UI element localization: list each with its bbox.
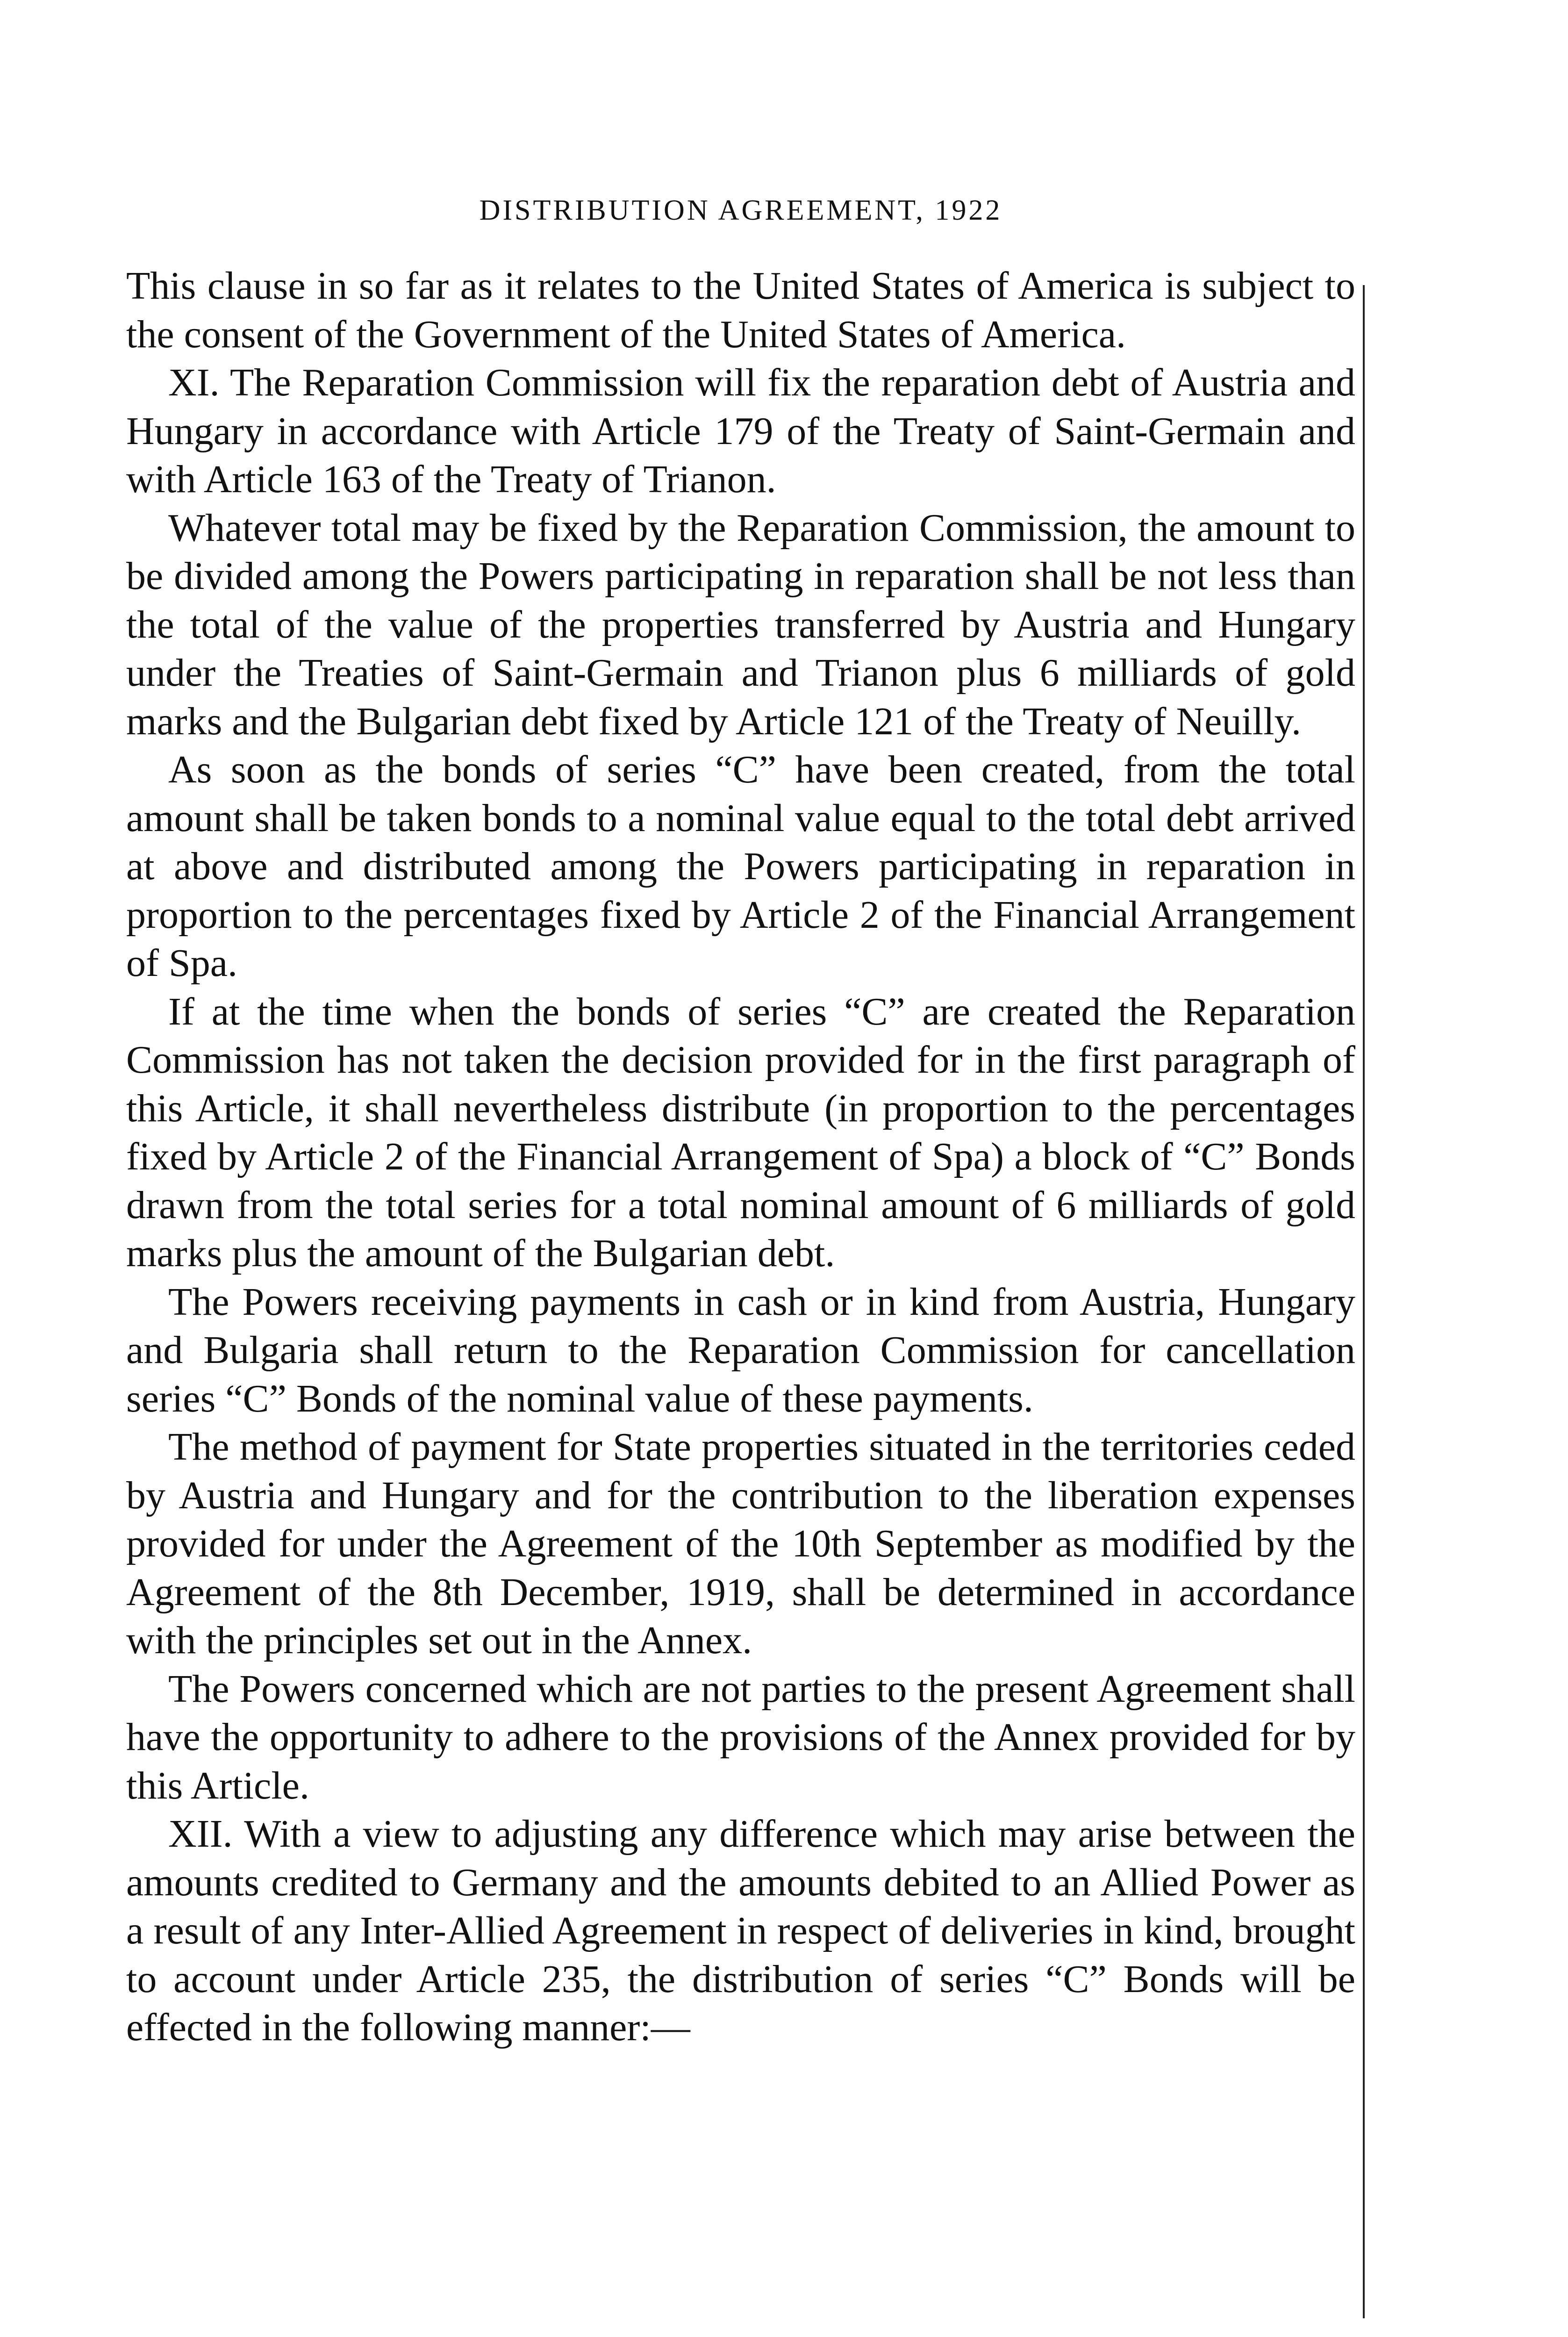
paragraph: Whatever total may be fixed by the Reparation Commission, the amount to be divided among the Powers participating in reparation shall be not less than the total of the value of the properties transferred by Austria and Hungary under the Treaties of Saint-Germain and Trianon plus 6 milliards of gold marks and the Bulgarian debt fixed by Article 121 of the Treaty of Neuilly. xyxy=(126,506,1355,743)
paragraph: The method of payment for State properties situated in the territories ceded by Austria and Hungary and for the contribution to the liberation expenses provided for under the Agreement of the 10th September as modified by the Agreement of the 8th December, 1919, shall be determined in accordance with the principles set out in the Annex. xyxy=(126,1425,1355,1662)
paragraph: XI. The Reparation Commission will fix the reparation debt of Austria and Hungary in accordance with Article 179 of the Treaty of Saint-Germain and with Article 163 of the Treaty of Trianon. xyxy=(126,361,1355,501)
margin-rule xyxy=(1363,285,1365,2318)
paragraph: XII. With a view to adjusting any difference which may arise between the amounts credited to Germany and the amounts debited to an Allied Power as a result of any Inter-Allied Agreement in respect of deliveries in kind, brought to account under Article 235, the distribution of series “C” Bonds will be effected in the following manner:— xyxy=(126,1812,1355,2049)
paragraph: The Powers receiving payments in cash or in kind from Austria, Hungary and Bulgaria shall return to the Reparation Commission for cancellation series “C” Bonds of the nominal value of these payments. xyxy=(126,1280,1355,1420)
paragraph: This clause in so far as it relates to the United States of America is subject to the consent of the Government of the United States of America. xyxy=(126,264,1355,356)
paragraph: The Powers concerned which are not parties to the present Agreement shall have the opportunity to adhere to the provisions of the Annex provided for by this Article. xyxy=(126,1667,1355,1807)
running-head: DISTRIBUTION AGREEMENT, 1922 xyxy=(479,194,1002,226)
paragraph: If at the time when the bonds of series “C” are created the Reparation Commission has not taken the decision provided for in the first paragraph of this Article, it shall nevertheless distribute (in proportion to the percentages fixed by Article 2 of the Financial Arrangement of Spa) a block of “C” Bonds drawn from the total series for a total nominal amount of 6 milliards of gold marks plus the amount of the Bulgarian debt. xyxy=(126,989,1355,1275)
body-text xyxy=(126,262,1355,2052)
paragraph: As soon as the bonds of series “C” have been created, from the total amount shall be taken bonds to a nominal value equal to the total debt arrived at above and distributed among the Powers participating in reparation in proportion to the percentages fixed by Article 2 of the Financial Arrangement of Spa. xyxy=(126,748,1355,985)
